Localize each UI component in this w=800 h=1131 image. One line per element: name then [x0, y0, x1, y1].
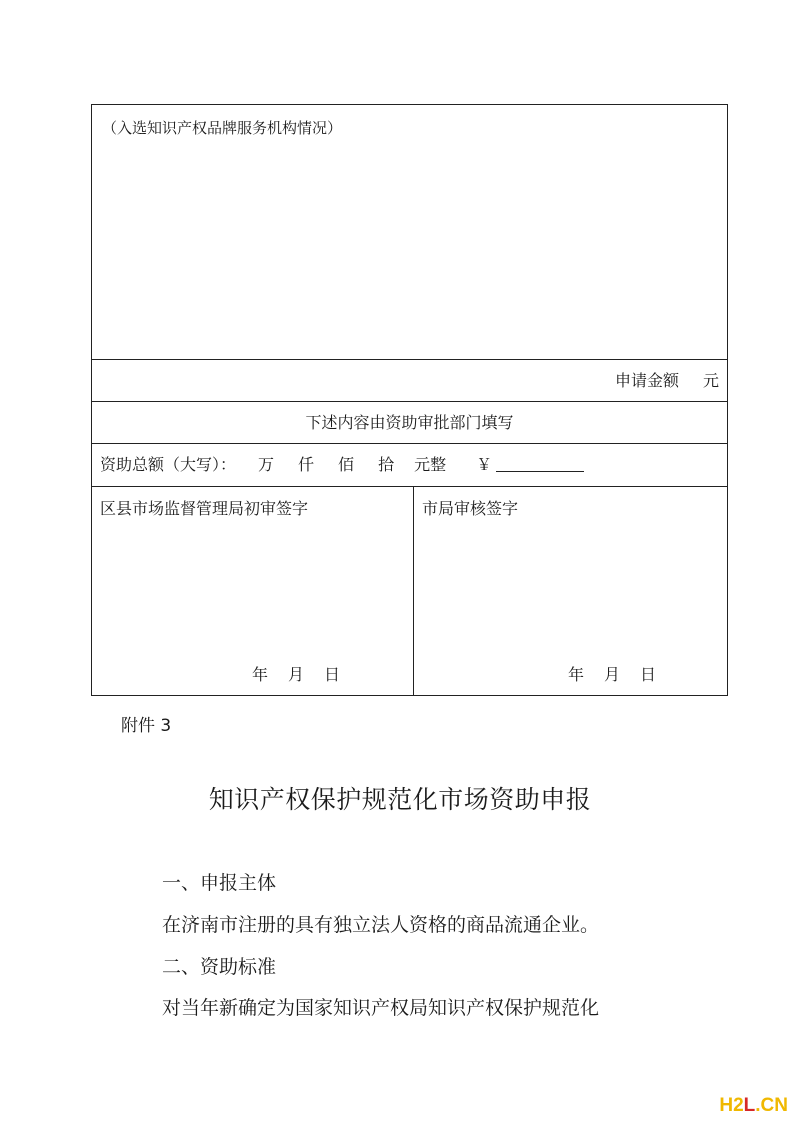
date-month: 月	[604, 665, 621, 684]
application-form-table	[91, 104, 728, 696]
brand-service-note: （入选知识产权品牌服务机构情况）	[102, 119, 343, 137]
approval-header-row	[92, 402, 727, 444]
total-amount-row	[92, 444, 727, 487]
total-amount-line	[100, 455, 584, 475]
section-1-text: 在济南市注册的具有独立法人资格的商品流通企业。	[162, 914, 600, 936]
date-year: 年	[252, 665, 269, 684]
amount-blank-line	[496, 455, 584, 472]
date-day: 日	[640, 665, 657, 684]
date-month: 月	[288, 665, 305, 684]
unit-qian: 仟	[298, 455, 315, 474]
total-amount-label: 资助总额（大写）：	[100, 455, 237, 474]
yen-symbol: ￥	[476, 455, 493, 474]
district-sign-date	[252, 665, 360, 685]
unit-yuanzheng: 元整	[414, 455, 447, 474]
unit-shi: 拾	[378, 455, 395, 474]
signature-row	[92, 487, 727, 695]
district-sign-label: 区县市场监督管理局初审签字	[100, 499, 309, 518]
date-day: 日	[324, 665, 341, 684]
section-2-heading: 二、资助标准	[162, 956, 277, 978]
city-sign-date	[568, 665, 676, 685]
brand-service-row	[92, 105, 727, 360]
site-watermark-logo: H2L.CN	[719, 1095, 788, 1116]
apply-amount-row	[92, 360, 727, 402]
city-sign-label: 市局审核签字	[422, 499, 519, 518]
approval-header: 下述内容由资助审批部门填写	[305, 413, 514, 432]
section-1-heading: 一、申报主体	[162, 872, 277, 894]
unit-wan: 万	[258, 455, 275, 474]
apply-amount-unit: 元	[702, 371, 719, 390]
section-2-text: 对当年新确定为国家知识产权局知识产权保护规范化	[162, 997, 600, 1019]
signature-divider	[413, 487, 414, 695]
apply-amount-label: 申请金额	[614, 371, 679, 390]
unit-bai: 佰	[338, 455, 355, 474]
document-title: 知识产权保护规范化市场资助申报	[208, 785, 592, 814]
date-year: 年	[568, 665, 585, 684]
attachment-label: 附件 3	[121, 716, 172, 736]
